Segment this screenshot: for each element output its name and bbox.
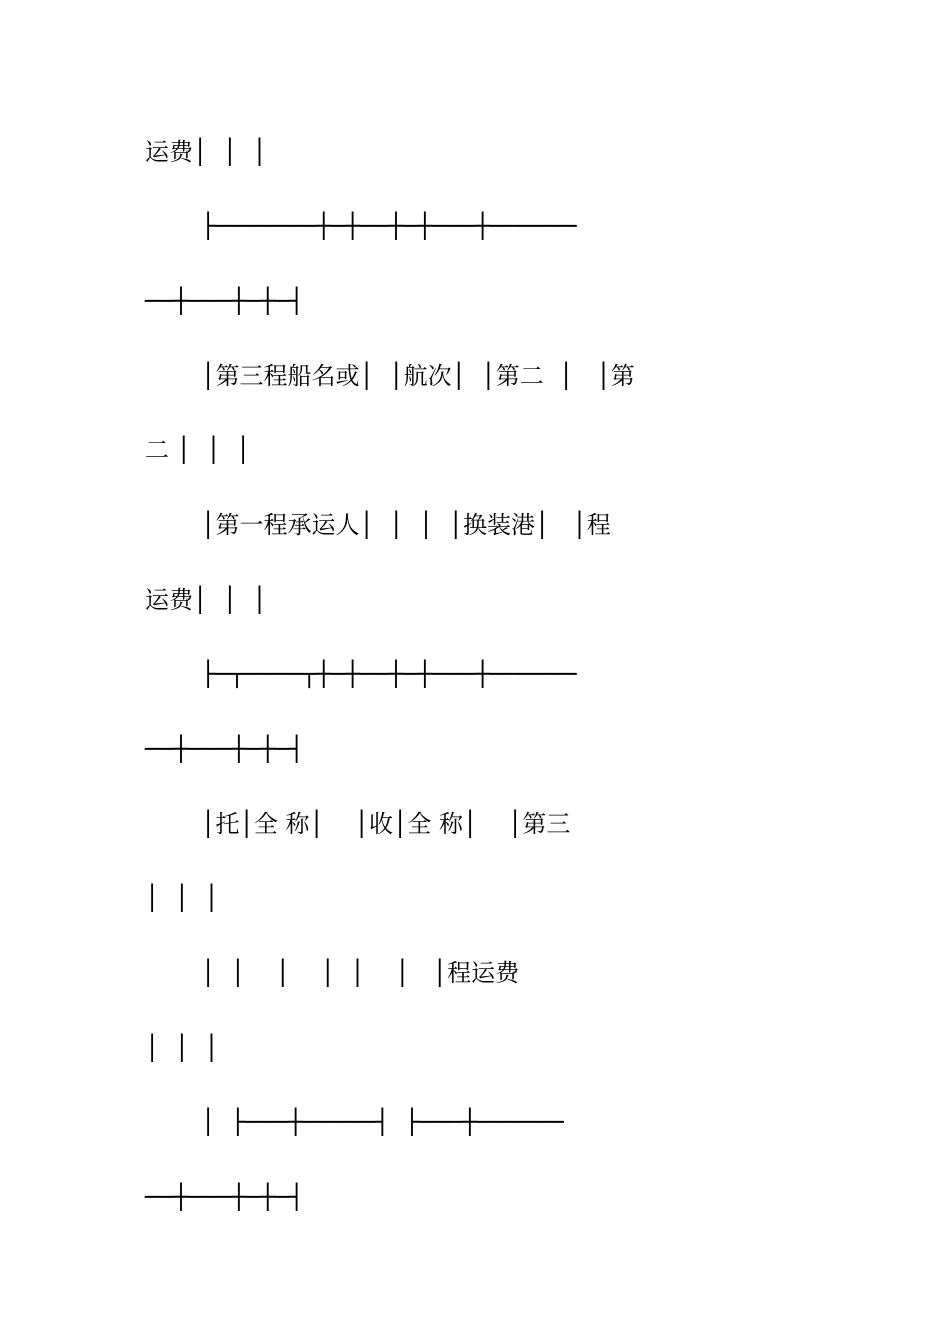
text-line-15: ──┼───┼─┼─┤ xyxy=(145,1183,304,1211)
text-line-9: ──┼───┼─┼─┤ xyxy=(145,735,304,763)
text-line-12: │ │ │ │ │ │ │程运费 xyxy=(201,959,520,987)
text-line-5: 二 │ │ │ xyxy=(145,436,251,464)
text-line-3: ──┼───┼─┼─┤ xyxy=(145,287,304,315)
text-line-1: 运费│ │ │ xyxy=(145,138,267,166)
text-line-7: 运费│ │ │ xyxy=(145,586,267,614)
text-line-8: ├─┬────┬┼─┼──┼─┼───┼────── xyxy=(201,660,577,688)
text-line-2: ├───────┼─┼──┼─┼───┼────── xyxy=(201,212,577,240)
text-line-11: │ │ │ xyxy=(145,884,219,912)
text-line-4: │第三程船名或│ │航次│ │第二 │ │第 xyxy=(201,362,635,390)
text-line-14: │ ├───┼─────┤ ├───┼────── xyxy=(201,1108,564,1136)
text-line-10: │托│全 称│ │收│全 称│ │第三 xyxy=(201,810,571,838)
text-line-6: │第一程承运人│ │ │ │换装港│ │程 xyxy=(201,511,611,539)
text-line-13: │ │ │ xyxy=(145,1034,219,1062)
